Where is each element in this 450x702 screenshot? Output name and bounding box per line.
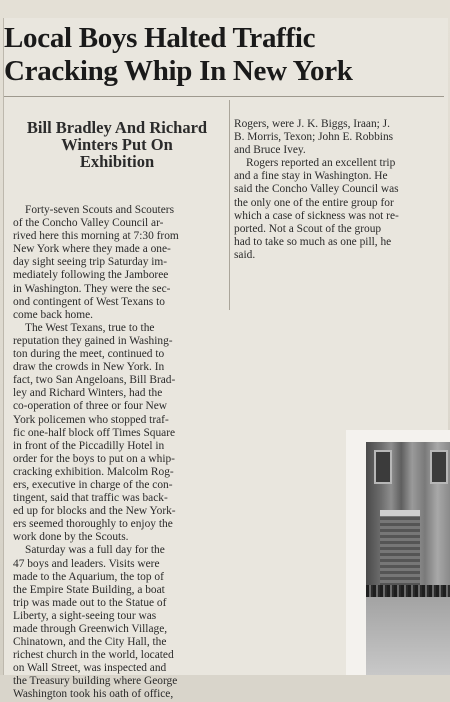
text-line: said the Concho Valley Council was — [234, 183, 399, 196]
paragraph-3 — [13, 544, 229, 701]
text-line: ley and Richard Winters, had the — [13, 387, 163, 400]
paragraph-4 — [234, 118, 446, 157]
text-line: The West Texans, true to the — [25, 321, 155, 334]
news-photo — [346, 430, 450, 675]
text-line: ed up for blocks and the New York- — [13, 505, 176, 518]
text-line: and Bruce Ivey. — [234, 144, 306, 157]
text-line: ers seemed thoroughly to enjoy the — [13, 518, 173, 531]
text-line: fic one-half block off Times Square — [13, 426, 176, 439]
text-line: on Wall Street, was inspected and — [13, 662, 167, 675]
text-line: of the Concho Valley Council ar- — [13, 217, 164, 230]
headline-line-1: Local Boys Halted Traffic — [4, 22, 316, 54]
window — [430, 450, 448, 484]
paragraph-5 — [234, 157, 446, 262]
subheadline-line-1: Bill Bradley And Richard — [26, 118, 208, 137]
text-line: Chinatown, and the City Hall, the — [13, 636, 167, 649]
text-line: the only one of the entire group for — [234, 196, 394, 209]
text-line: York policemen who stopped traf- — [13, 413, 169, 426]
text-line: day sight seeing trip Saturday im- — [13, 256, 168, 269]
text-line: ton during the meet, continued to — [13, 348, 165, 361]
text-line: and a fine stay in Washington. He — [234, 170, 388, 183]
text-line: Saturday was a full day for the — [25, 544, 165, 557]
headline-line-2: Cracking Whip In New York — [4, 55, 353, 87]
text-line: the Treasury building where George — [13, 675, 178, 688]
subheadline-line-2: Winters Put On — [61, 135, 173, 154]
text-line: mediately following the Jamboree — [13, 269, 169, 282]
text-line: fact, two San Angeloans, Bill Brad- — [13, 374, 176, 387]
text-line: draw the crowds in New York. In — [13, 361, 165, 374]
window — [374, 450, 392, 484]
text-line: in front of the Piccadilly Hotel in — [13, 439, 165, 452]
text-line: Rogers reported an excellent trip — [246, 157, 396, 170]
text-line: said. — [234, 248, 256, 261]
building-entrance — [380, 510, 420, 586]
text-line: the Empire State Building, a boat — [13, 583, 165, 596]
column-divider — [229, 100, 230, 310]
text-line: co-operation of three or four New — [13, 400, 168, 413]
text-line: in Washington. They were the sec- — [13, 282, 171, 295]
text-line: 47 boys and leaders. Visits were — [13, 557, 160, 570]
text-line: come back home. — [13, 308, 94, 321]
text-line: made to the Aquarium, the top of — [13, 570, 164, 583]
headline-rule — [4, 96, 444, 97]
right-column — [234, 118, 446, 262]
text-line: order for the boys to put on a whip- — [13, 452, 175, 465]
article-subheadline — [8, 119, 226, 170]
left-column — [13, 204, 229, 702]
text-line: made through Greenwich Village, — [13, 623, 168, 635]
text-line: ond contingent of West Texans to — [13, 295, 165, 308]
text-line: rived here this morning at 7:30 from — [13, 230, 179, 243]
text-line: ers, executive in charge of the con- — [13, 478, 173, 491]
subheadline-line-3: Exhibition — [79, 152, 155, 171]
text-line: work done by the Scouts. — [13, 531, 129, 544]
text-line: trip was made out to the Statue of — [13, 596, 167, 609]
text-line: ported. Not a Scout of the group — [234, 222, 382, 235]
text-line: Rogers, were J. K. Biggs, Iraan; J. — [234, 118, 390, 130]
text-line: Forty-seven Scouts and Scouters — [25, 204, 175, 216]
text-line: New York where they made a one- — [13, 243, 171, 256]
article-headline — [4, 22, 446, 88]
paragraph-2 — [13, 322, 229, 545]
paragraph-1 — [13, 204, 229, 322]
text-line: richest church in the world, located — [13, 649, 174, 662]
text-line: reputation they gained in Washing- — [13, 334, 173, 347]
text-line: Washington took his oath of office, — [13, 688, 174, 701]
crowd — [366, 585, 450, 597]
text-line: Liberty, a sight-seeing tour was — [13, 609, 157, 622]
text-line: had to take so much as one pill, he — [234, 235, 392, 248]
text-line: B. Morris, Texon; John E. Robbins — [234, 131, 394, 144]
text-line: cracking exhibition. Malcolm Rog- — [13, 465, 174, 478]
street — [366, 597, 450, 675]
text-line: which a case of sickness was not re- — [234, 209, 399, 222]
text-line: tingent, said that traffic was back- — [13, 492, 168, 505]
